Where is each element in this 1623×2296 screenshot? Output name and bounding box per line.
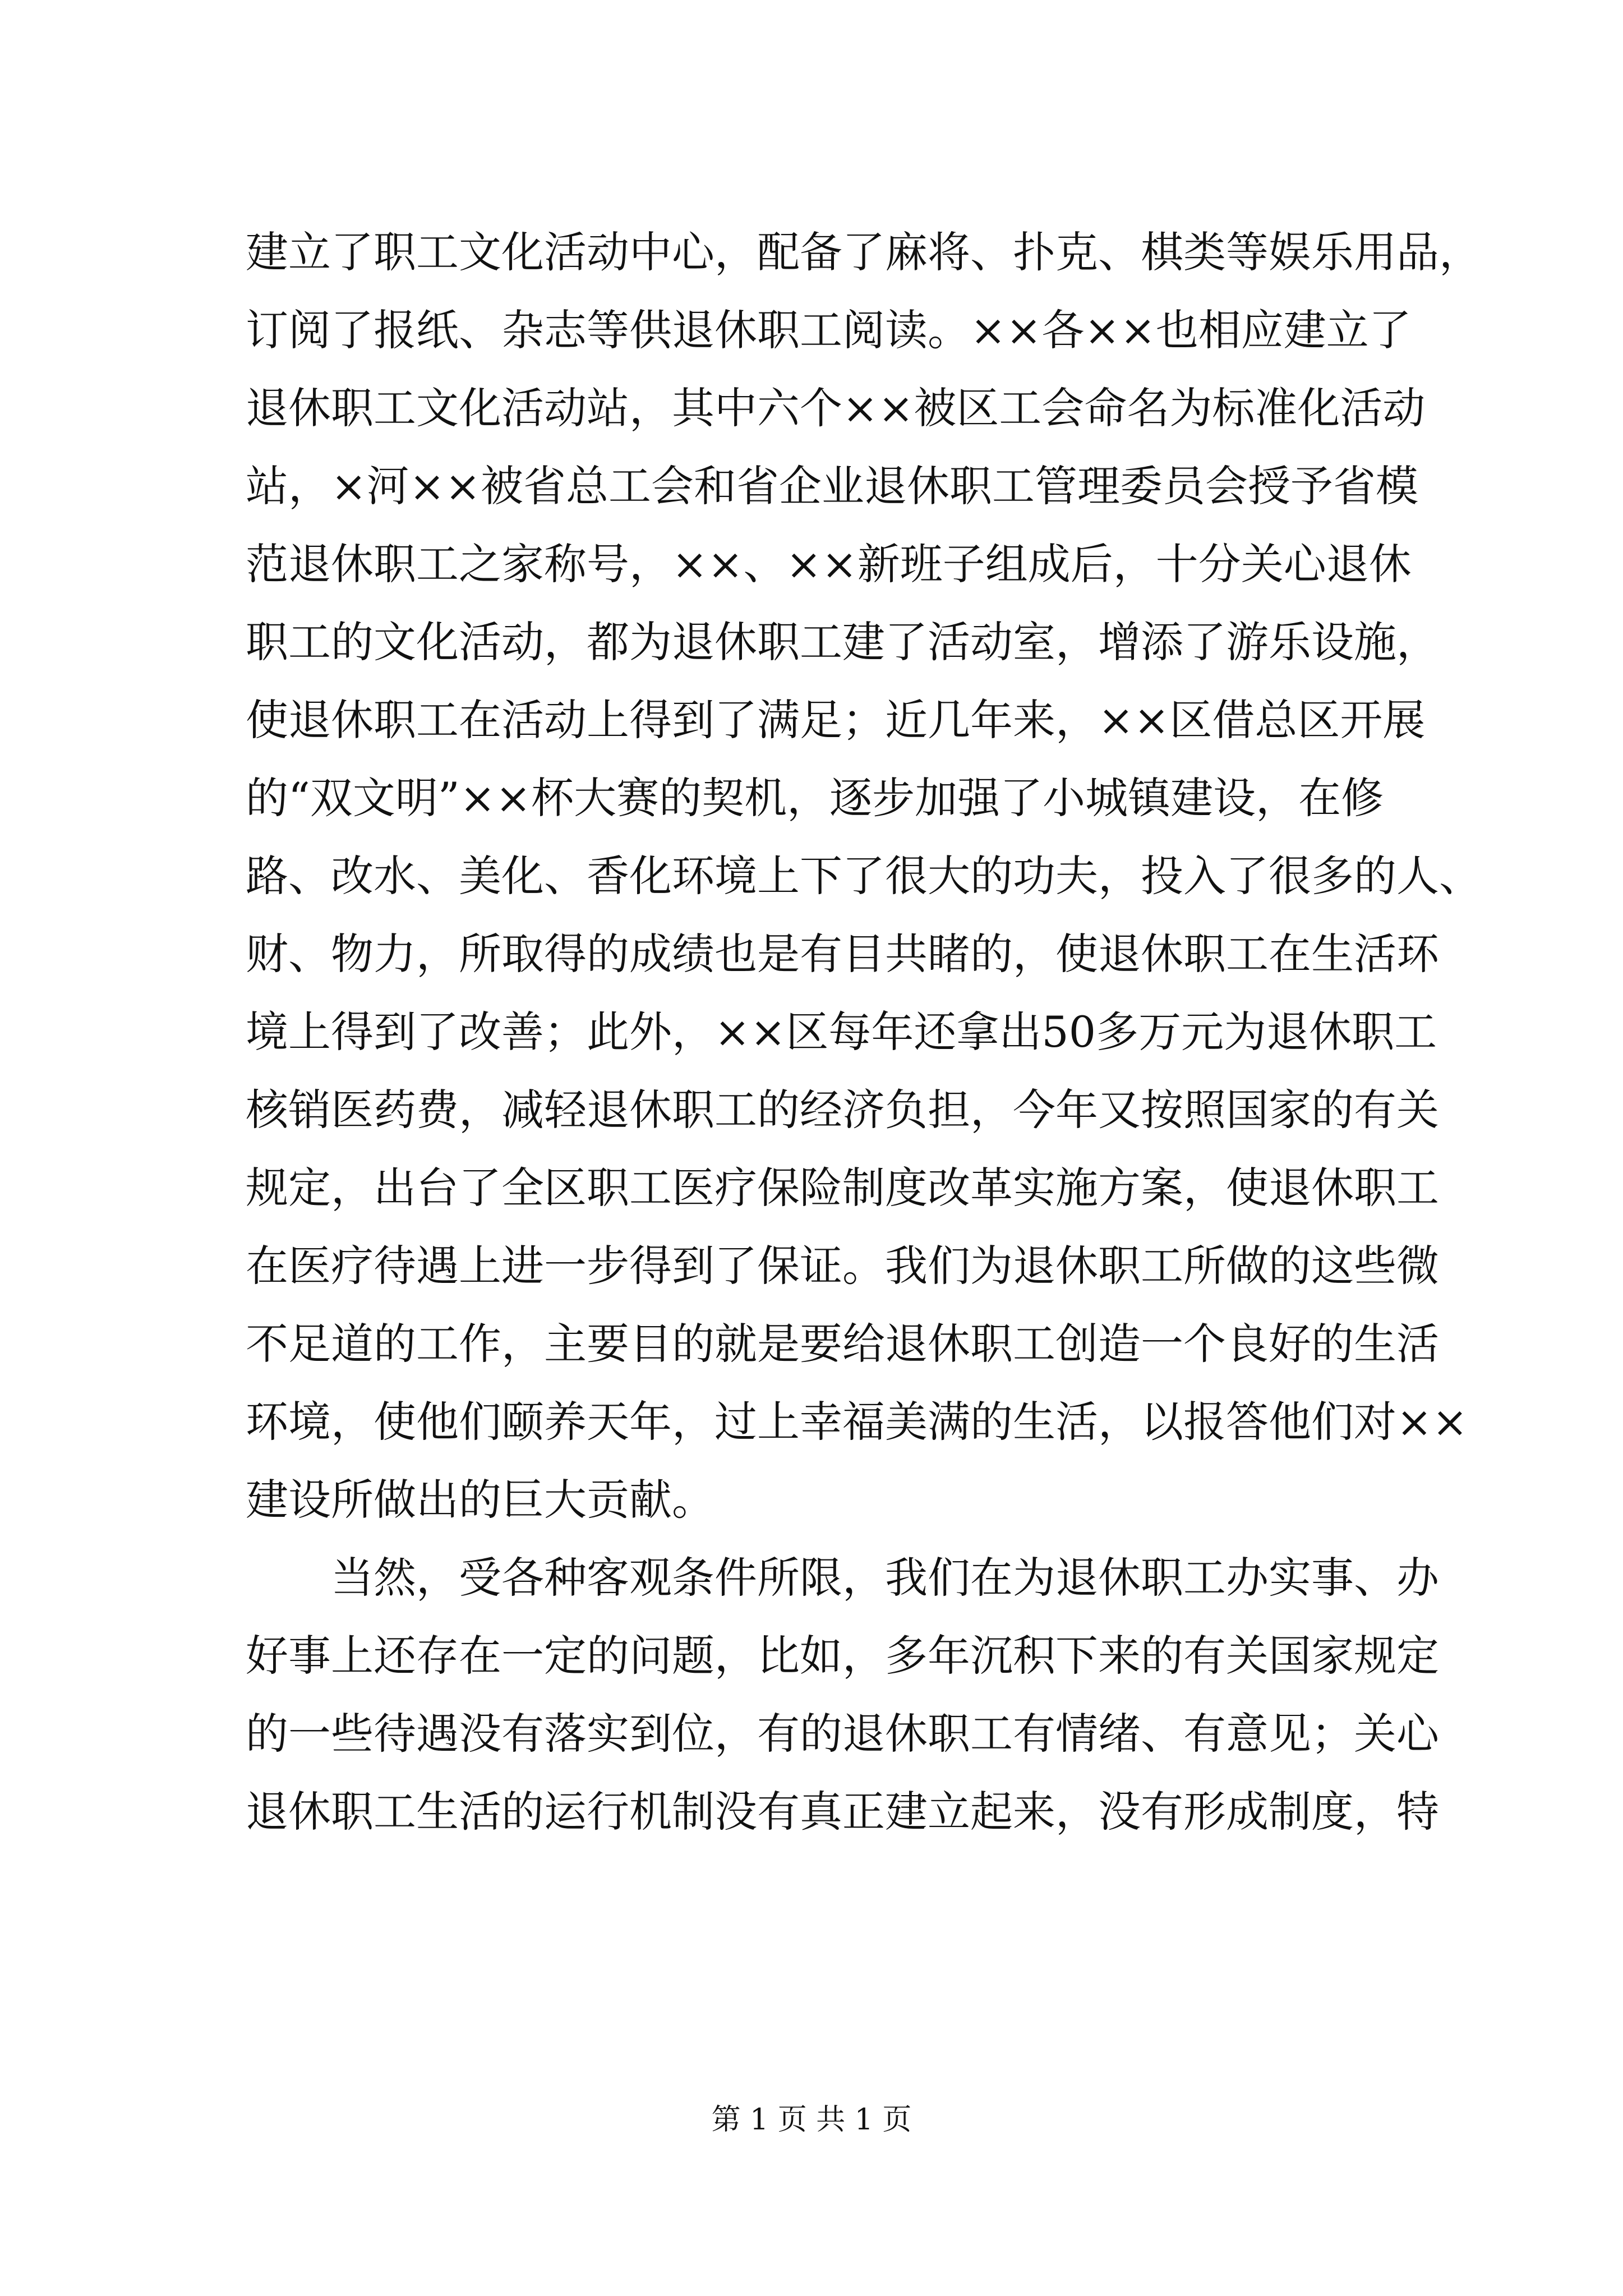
text-line-11: 境上得到了改善；此外，××区每年还拿出50多万元为退休职工 [246,1007,1437,1057]
text-line-21: 退休职工生活的运行机制没有真正建立起来，没有形成制度，特 [246,1787,1439,1837]
document-body [246,213,1482,1851]
text-line-5: 范退休职工之家称号，××、××新班子组成后，十分关心退休 [246,539,1412,589]
page-footer: 第 1 页 共 1 页 [711,2103,912,2137]
text-line-13: 规定，出台了全区职工医疗保险制度改革实施方案，使退休职工 [246,1163,1439,1213]
text-line-6: 职工的文化活动，都为退休职工建了活动室，增添了游乐设施， [246,617,1439,667]
text-line-4: 站，×河××被省总工会和省企业退休职工管理委员会授予省模 [246,461,1419,511]
text-line-7: 使退休职工在活动上得到了满足；近几年来，××区借总区开展 [246,695,1426,745]
text-line-16: 环境，使他们颐养天年，过上幸福美满的生活，以报答他们对×× [246,1397,1468,1447]
text-line-8: 的“双文明”××杯大赛的契机，逐步加强了小城镇建设，在修 [246,773,1384,823]
text-line-1: 建立了职工文化活动中心，配备了麻将、扑克、棋类等娱乐用品， [246,227,1482,277]
text-line-19: 好事上还存在一定的问题，比如，多年沉积下来的有关国家规定 [246,1631,1439,1681]
text-line-18: 当然，受各种客观条件所限，我们在为退休职工办实事、办 [331,1553,1439,1603]
text-line-2: 订阅了报纸、杂志等供退休职工阅读。××各××也相应建立了 [246,305,1412,355]
text-line-17: 建设所做出的巨大贡献。 [246,1475,714,1525]
text-line-10: 财、物力，所取得的成绩也是有目共睹的，使退休职工在生活环 [246,929,1439,979]
text-line-3: 退休职工文化活动站，其中六个××被区工会命名为标准化活动 [246,383,1426,433]
text-line-14: 在医疗待遇上进一步得到了保证。我们为退休职工所做的这些微 [246,1241,1439,1291]
text-line-15: 不足道的工作，主要目的就是要给退休职工创造一个良好的生活 [246,1319,1439,1369]
text-line-9: 路、改水、美化、香化环境上下了很大的功夫，投入了很多的人、 [246,851,1482,901]
text-line-20: 的一些待遇没有落实到位，有的退休职工有情绪、有意见；关心 [246,1709,1439,1759]
text-line-12: 核销医药费，减轻退休职工的经济负担，今年又按照国家的有关 [246,1085,1439,1135]
